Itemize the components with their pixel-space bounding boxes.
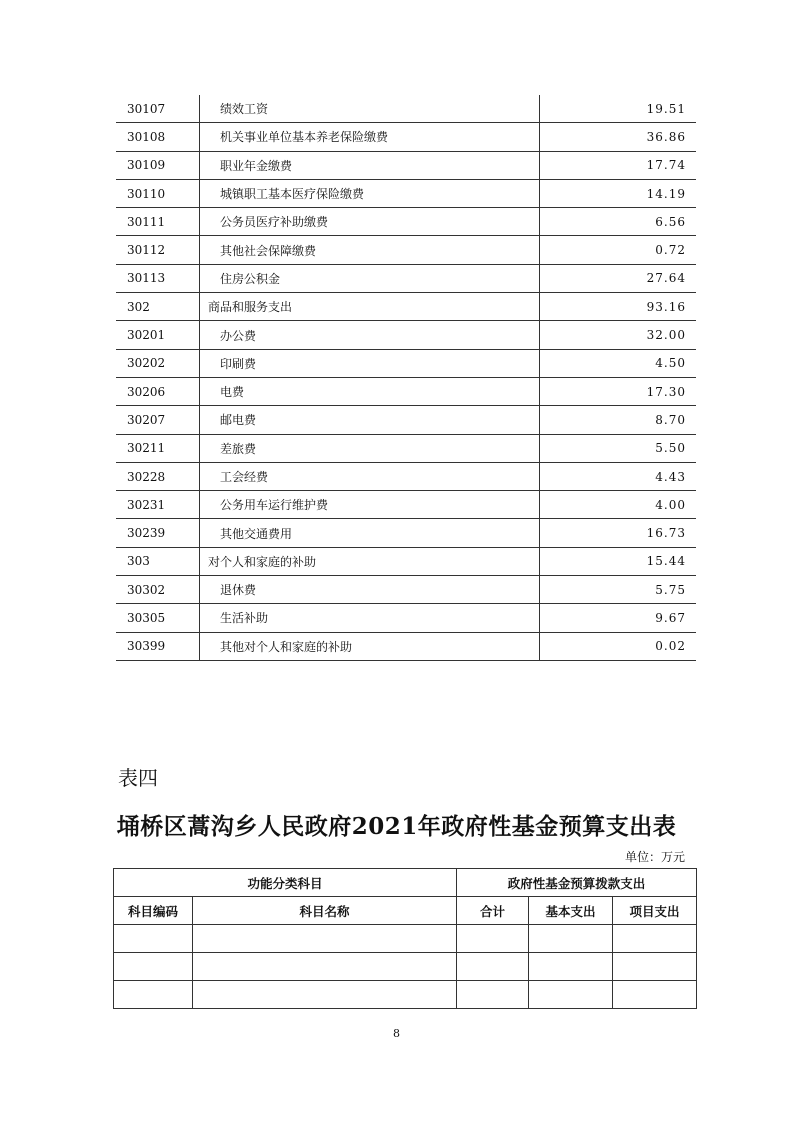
subject-name-cell (200, 208, 540, 236)
subject-name: 职业年金缴费 (220, 158, 293, 173)
subject-name-cell (200, 377, 540, 405)
table-row (116, 462, 696, 490)
document-title: 埇桥区蒿沟乡人民政府2021年政府性基金预算支出表 (116, 813, 677, 840)
subject-code: 30113 (116, 264, 200, 292)
amount: 36.86 (540, 123, 697, 151)
empty-row (114, 981, 697, 1009)
subject-code: 30207 (116, 406, 200, 434)
subject-name-cell (200, 632, 540, 660)
table-row (116, 576, 696, 604)
table-row (116, 151, 696, 179)
empty-row (114, 925, 697, 953)
subject-name-cell (200, 491, 540, 519)
subject-code: 30110 (116, 179, 200, 207)
amount: 27.64 (540, 264, 697, 292)
subject-name-cell (200, 462, 540, 490)
subject-code: 30112 (116, 236, 200, 264)
unit-note: 单位：万元 (624, 850, 685, 864)
subject-name-cell (200, 179, 540, 207)
subject-name: 工会经费 (220, 470, 269, 484)
table-row (116, 519, 696, 547)
table-label: 表四 (118, 766, 158, 790)
subject-name: 电费 (220, 385, 245, 400)
fund-budget-table (113, 868, 697, 1009)
amount: 15.44 (540, 547, 697, 575)
subject-code: 30111 (116, 208, 200, 236)
amount: 8.70 (540, 406, 697, 434)
table-row (116, 321, 696, 349)
amount: 5.50 (540, 434, 697, 462)
table-row (116, 123, 696, 151)
subject-name: 绩效工资 (220, 102, 269, 117)
subject-code: 30239 (116, 519, 200, 547)
subject-code: 30211 (116, 434, 200, 462)
expense-detail-table (116, 95, 696, 661)
table-row (116, 434, 696, 462)
subject-code: 30231 (116, 491, 200, 519)
subject-name-cell (200, 604, 540, 632)
subject-name-cell (200, 349, 540, 377)
table-row (116, 236, 696, 264)
table-row (116, 95, 696, 123)
subject-name-cell (200, 236, 540, 264)
table-row (116, 179, 696, 207)
subject-name-cell (200, 547, 540, 575)
table-row (116, 264, 696, 292)
subject-name-cell (200, 576, 540, 604)
subject-name-cell (200, 519, 540, 547)
subject-code: 30302 (116, 576, 200, 604)
subject-code: 30305 (116, 604, 200, 632)
table-row (116, 208, 696, 236)
subject-name: 公务员医疗补助缴费 (220, 215, 329, 230)
amount: 0.02 (540, 632, 697, 660)
subject-name: 机关事业单位基本养老保险缴费 (220, 130, 389, 145)
subject-name-cell (200, 151, 540, 179)
table-row (116, 293, 696, 321)
header-total: 合计 (457, 897, 529, 925)
subject-name: 住房公积金 (220, 271, 281, 286)
subject-name-cell (200, 406, 540, 434)
amount: 14.19 (540, 179, 697, 207)
amount: 6.56 (540, 208, 697, 236)
amount: 0.72 (540, 236, 697, 264)
subject-name: 对个人和家庭的补助 (208, 554, 317, 569)
subject-code: 30228 (116, 462, 200, 490)
subject-code: 303 (116, 547, 200, 575)
empty-row (114, 953, 697, 981)
subject-code: 30399 (116, 632, 200, 660)
subject-name: 退休费 (220, 583, 257, 598)
subject-name-cell (200, 293, 540, 321)
subject-name: 公务用车运行维护费 (220, 498, 329, 513)
subject-code: 30108 (116, 123, 200, 151)
subject-code: 302 (116, 293, 200, 321)
table-row (116, 632, 696, 660)
amount: 17.74 (540, 151, 697, 179)
page-number: 8 (393, 1027, 400, 1040)
amount: 9.67 (540, 604, 697, 632)
amount: 4.00 (540, 491, 697, 519)
subject-name: 城镇职工基本医疗保险缴费 (220, 187, 365, 202)
subject-code: 30202 (116, 349, 200, 377)
subject-name-cell (200, 321, 540, 349)
amount: 32.00 (540, 321, 697, 349)
subject-name: 其他社会保障缴费 (220, 243, 317, 258)
amount: 17.30 (540, 377, 697, 405)
header-subject-name: 科目名称 (193, 897, 457, 925)
subject-name: 差旅费 (220, 441, 257, 456)
table-row (116, 377, 696, 405)
amount: 19.51 (540, 95, 697, 123)
subject-name: 其他交通费用 (220, 526, 293, 541)
subject-name: 生活补助 (220, 611, 269, 626)
subject-name: 其他对个人和家庭的补助 (220, 639, 353, 654)
table-row (116, 547, 696, 575)
table-row (116, 491, 696, 519)
amount: 4.50 (540, 349, 697, 377)
header-basic-expenditure: 基本支出 (529, 897, 613, 925)
subject-name-cell (200, 434, 540, 462)
subject-code: 30206 (116, 377, 200, 405)
header-functional-classification: 功能分类科目 (114, 869, 457, 897)
subject-name-cell (200, 95, 540, 123)
subject-name: 商品和服务支出 (208, 300, 293, 315)
table-row (116, 406, 696, 434)
header-fund-appropriation: 政府性基金预算拨款支出 (457, 869, 697, 897)
header-subject-code: 科目编码 (114, 897, 193, 925)
table-row (116, 349, 696, 377)
subject-name: 邮电费 (220, 413, 257, 428)
amount: 5.75 (540, 576, 697, 604)
amount: 4.43 (540, 462, 697, 490)
subject-name-cell (200, 123, 540, 151)
subject-name: 印刷费 (220, 356, 257, 371)
subject-code: 30109 (116, 151, 200, 179)
amount: 16.73 (540, 519, 697, 547)
subject-name-cell (200, 264, 540, 292)
amount: 93.16 (540, 293, 697, 321)
table-row (116, 604, 696, 632)
subject-name: 办公费 (220, 328, 257, 343)
subject-code: 30107 (116, 95, 200, 123)
subject-code: 30201 (116, 321, 200, 349)
header-project-expenditure: 项目支出 (613, 897, 697, 925)
